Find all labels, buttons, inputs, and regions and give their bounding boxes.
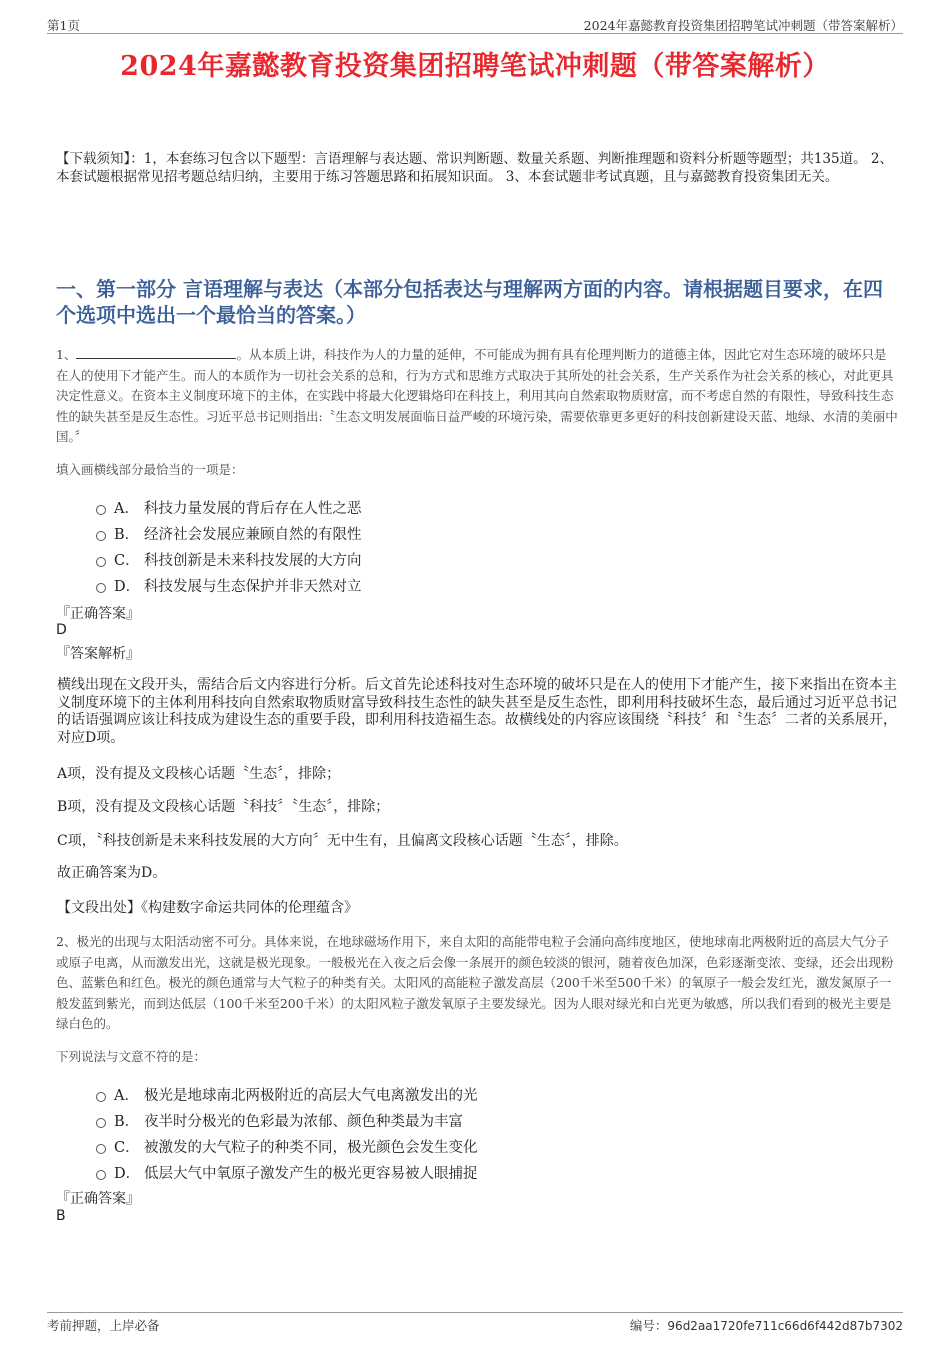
document-title: 2024年嘉懿教育投资集团招聘笔试冲刺题（带答案解析） [120,51,830,82]
option-letter: C． [114,1139,140,1156]
option-letter: A． [114,500,139,517]
option-text: 低层大气中氧原子激发产生的极光更容易被人眼捕捉 [144,1165,478,1182]
question-1-option-a[interactable] [96,494,616,520]
footer-slogan: 考前押题，上岸必备 [47,1318,160,1333]
question-2-option-a[interactable] [96,1081,616,1107]
question-2-text: 2、极光的出现与太阳活动密不可分。具体来说，在地球磁场作用下，来自太阳的高能带电粒子会涌向高纬度地区，使地球南北两极附近的高层大气分子或原子电离，从而激发出光，这就是极光现象。一般极光在入夜之后会像一条展开的颜色较淡的银河，随着夜色加深，色彩逐渐变浓、变绿，还会出现粉色、蓝紫色和红色。极光的颜色通常与大气粒子的种类有关。太阳风的高能粒子激发高层（200千米至500千米）的氧原子一般会发红光，激发氮原子一般发蓝到紫光，而到达低层（100千米至200千米）的太阳风粒子激发氧原子主要发绿光。因为人眼对绿光和白光更为敏感，所以我们看到的极光主要是绿白色的。 [56,934,894,1031]
option-text: 被激发的大气粒子的种类不同，极光颜色会发生变化 [144,1139,478,1156]
radio-icon[interactable] [96,505,106,515]
question-1-answer-label: 『正确答案』 [56,606,140,622]
footer-code-block [630,1316,903,1334]
download-notice: 【下载须知】：1，本套练习包含以下题型：言语理解与表达题、常识判断题、数量关系题、判断推理题和资料分析题等题型；共135道。 2、本套试题根据常见招考题总结归纳，主要用于练习答题思路和拓展知识面。 3、本套试题非考试真题，且与嘉懿教育投资集团无关。 [56,151,893,185]
question-2-answer: B [56,1208,66,1224]
option-letter: D． [114,578,141,595]
fill-blank-line [76,347,236,359]
option-letter: A． [114,1087,139,1104]
question-1-analysis: 横线出现在文段开头，需结合后文内容进行分析。后文首先论述科技对生态环境的破坏只是在人的使用下才能产生，接下来指出在资本主义制度环境下的主体利用科技向自然索取物质财富导致科技生态性的缺失甚至是反生态性，即利用科技破坏生态，最后通过习近平总书记的话语强调应该让科技成为建设生态的重要手段，即利用科技造福生态。故横线处的内容应该围绕〝科技〞和〝生态〞二者的关系展开，对应D项。 [57,677,897,746]
option-text: 经济社会发展应兼顾自然的有限性 [144,526,362,543]
question-2-option-b[interactable] [96,1107,616,1133]
question-2-prompt: 下列说法与文意不符的是： [56,1049,207,1064]
radio-icon[interactable] [96,557,106,567]
footer-code: 96d2aa1720fe711c66d6f442d87b7302 [667,1319,903,1333]
question-1-text [56,345,898,448]
option-letter: C． [114,552,140,569]
radio-icon[interactable] [96,1144,106,1154]
header-doc-title: 2024年嘉懿教育投资集团招聘笔试冲刺题（带答案解析） [583,18,903,33]
option-text: 夜半时分极光的色彩最为浓郁、颜色种类最为丰富 [144,1113,463,1130]
section-title: 一、第一部分 言语理解与表达（本部分包括表达与理解两方面的内容。请根据题目要求，在四个选项中选出一个最恰当的答案。） [56,277,883,327]
option-letter: D． [114,1165,141,1182]
footer-code-label: 编号： [629,1318,668,1333]
question-1-body: 。从本质上讲，科技作为人的力量的延伸，不可能成为拥有具有伦理判断力的道德主体，因此它对生态环境的破坏只是在人的使用下才能产生。而人的本质作为一切社会关系的总和，行为方式和思维方式取决于其所处的社会关系，生产关系作为社会关系的核心，对此更具决定性意义。在资本主义制度环境下的主体，在实践中将最大化逻辑烙印在科技上，利用其向自然索取物质财富，而不考虑自然的有限性，导致科技生态性的缺失甚至是反生态性。习近平总书记则指出:〝生态文明发展面临日益严峻的环境污染，需要依靠更多更好的科技创新建设天蓝、地绿、水清的美丽中国。〞 [56,347,898,444]
page-footer [47,1312,903,1334]
question-1-option-c[interactable] [96,546,616,572]
passage-source: 【文段出处】《构建数字命运共同体的伦理蕴含》 [57,900,358,916]
question-1-options [96,494,616,598]
question-2-option-d[interactable] [96,1159,616,1185]
page-header [47,14,903,34]
question-1-option-b[interactable] [96,520,616,546]
analysis-option-c: C项，〝科技创新是未来科技发展的大方向〞无中生有，且偏离文段核心话题〝生态〞，排除。 [57,833,628,849]
question-1-option-d[interactable] [96,572,616,598]
analysis-conclusion: 故正确答案为D。 [57,865,167,881]
option-text: 科技力量发展的背后存在人性之恶 [144,500,362,517]
option-letter: B． [114,526,140,543]
radio-icon[interactable] [96,1118,106,1128]
page-number: 第1页 [47,18,80,33]
question-1-analysis-label: 『答案解析』 [56,646,140,662]
question-2-options [96,1081,616,1185]
option-text: 极光是地球南北两极附近的高层大气电离激发出的光 [144,1087,478,1104]
radio-icon[interactable] [96,1170,106,1180]
option-text: 科技创新是未来科技发展的大方向 [144,552,362,569]
question-1-prompt: 填入画横线部分最恰当的一项是： [56,462,244,477]
analysis-option-b: B项，没有提及文段核心话题〝科技〞〝生态〞，排除； [57,799,390,815]
analysis-option-a: A项，没有提及文段核心话题〝生态〞，排除； [57,766,341,782]
radio-icon[interactable] [96,1092,106,1102]
question-2-answer-label: 『正确答案』 [56,1191,140,1207]
question-1-number: 1、 [56,347,77,362]
radio-icon[interactable] [96,531,106,541]
option-text: 科技发展与生态保护并非天然对立 [144,578,362,595]
question-2-option-c[interactable] [96,1133,616,1159]
radio-icon[interactable] [96,583,106,593]
option-letter: B． [114,1113,140,1130]
question-1-answer: D [56,622,67,638]
